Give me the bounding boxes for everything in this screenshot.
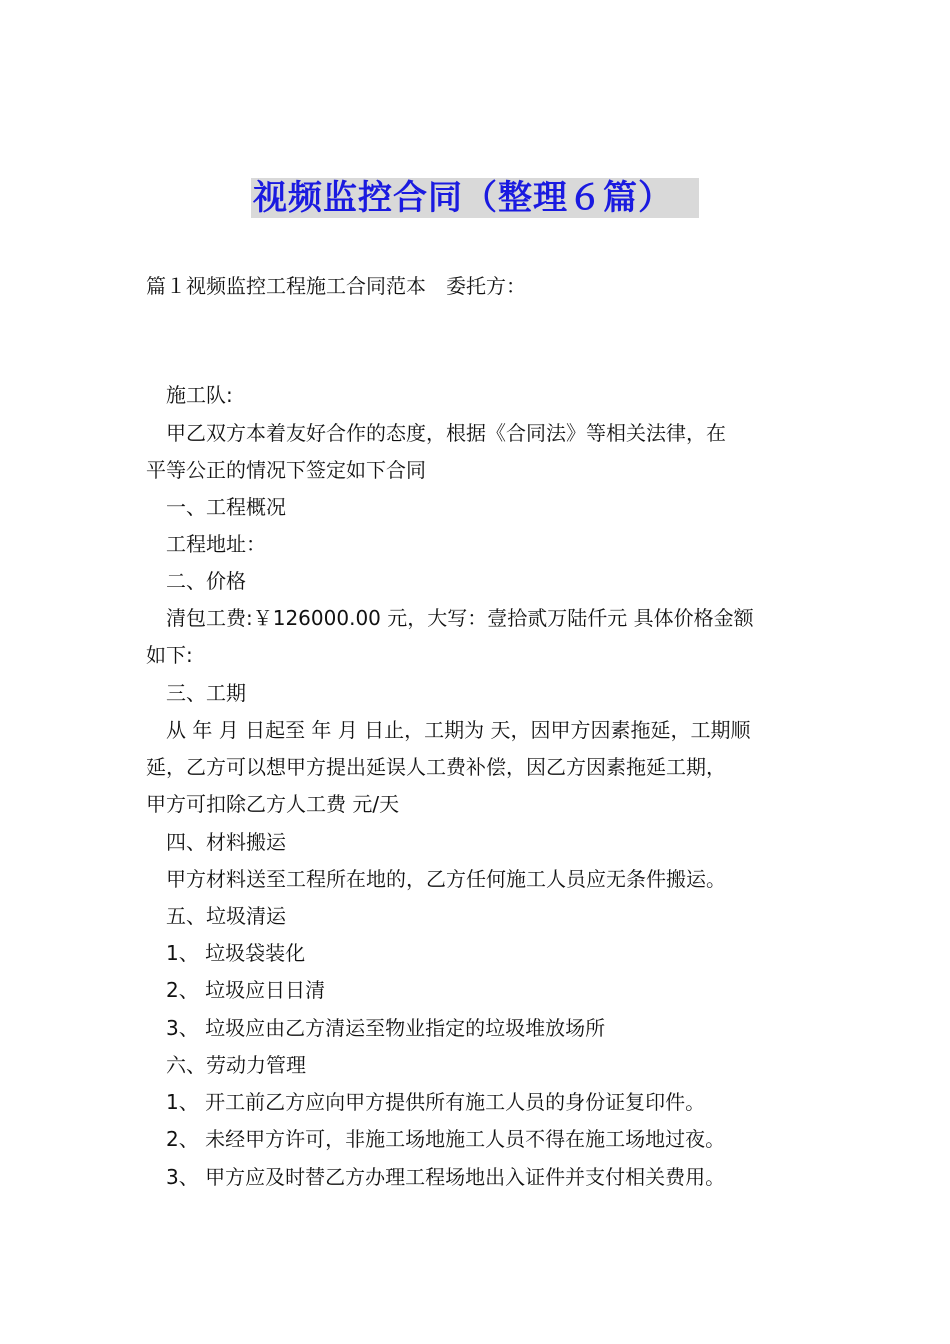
section-heading: 三、工期 xyxy=(166,681,246,705)
section-heading: 六、劳动力管理 xyxy=(166,1053,306,1077)
list-item: 2、 未经甲方许可，非施工场地施工人员不得在施工场地过夜。 xyxy=(166,1127,726,1151)
body-line: 延，乙方可以想甲方提出延误人工费补偿，因乙方因素拖延工期， xyxy=(146,755,726,779)
section-heading: 一、工程概况 xyxy=(166,495,286,519)
list-item: 1、 开工前乙方应向甲方提供所有施工人员的身份证复印件。 xyxy=(166,1090,706,1114)
body-line: 从 年 月 日起至 年 月 日止，工期为 天，因甲方因素拖延，工期顺 xyxy=(166,718,751,742)
list-item: 1、 垃圾袋装化 xyxy=(166,941,306,965)
list-item: 2、 垃圾应日日清 xyxy=(166,978,326,1002)
section-heading: 五、垃圾清运 xyxy=(166,904,286,928)
body-line: 平等公正的情况下签定如下合同 xyxy=(146,458,426,482)
body-line: 清包工费:￥126000.00 元，大写：壹拾贰万陆仟元 具体价格金额 xyxy=(166,606,754,630)
document-title: 视频监控合同（整理６篇） xyxy=(251,178,699,218)
section-heading: 二、价格 xyxy=(166,569,246,593)
list-item: 3、 垃圾应由乙方清运至物业指定的垃圾堆放场所 xyxy=(166,1016,606,1040)
section-heading-line: 篇１视频监控工程施工合同范本 委托方： xyxy=(146,274,526,298)
section-heading: 四、材料搬运 xyxy=(166,830,286,854)
body-line: 甲方材料送至工程所在地的，乙方任何施工人员应无条件搬运。 xyxy=(166,867,726,891)
list-item: 3、 甲方应及时替乙方办理工程场地出入证件并支付相关费用。 xyxy=(166,1165,726,1189)
body-line: 工程地址： xyxy=(166,532,266,556)
body-line: 甲方可扣除乙方人工费 元/天 xyxy=(146,792,400,816)
body-line: 施工队: xyxy=(166,383,233,407)
title-container xyxy=(0,178,950,218)
body-line: 甲乙双方本着友好合作的态度，根据《合同法》等相关法律，在 xyxy=(166,421,726,445)
body-line: 如下: xyxy=(146,643,193,667)
